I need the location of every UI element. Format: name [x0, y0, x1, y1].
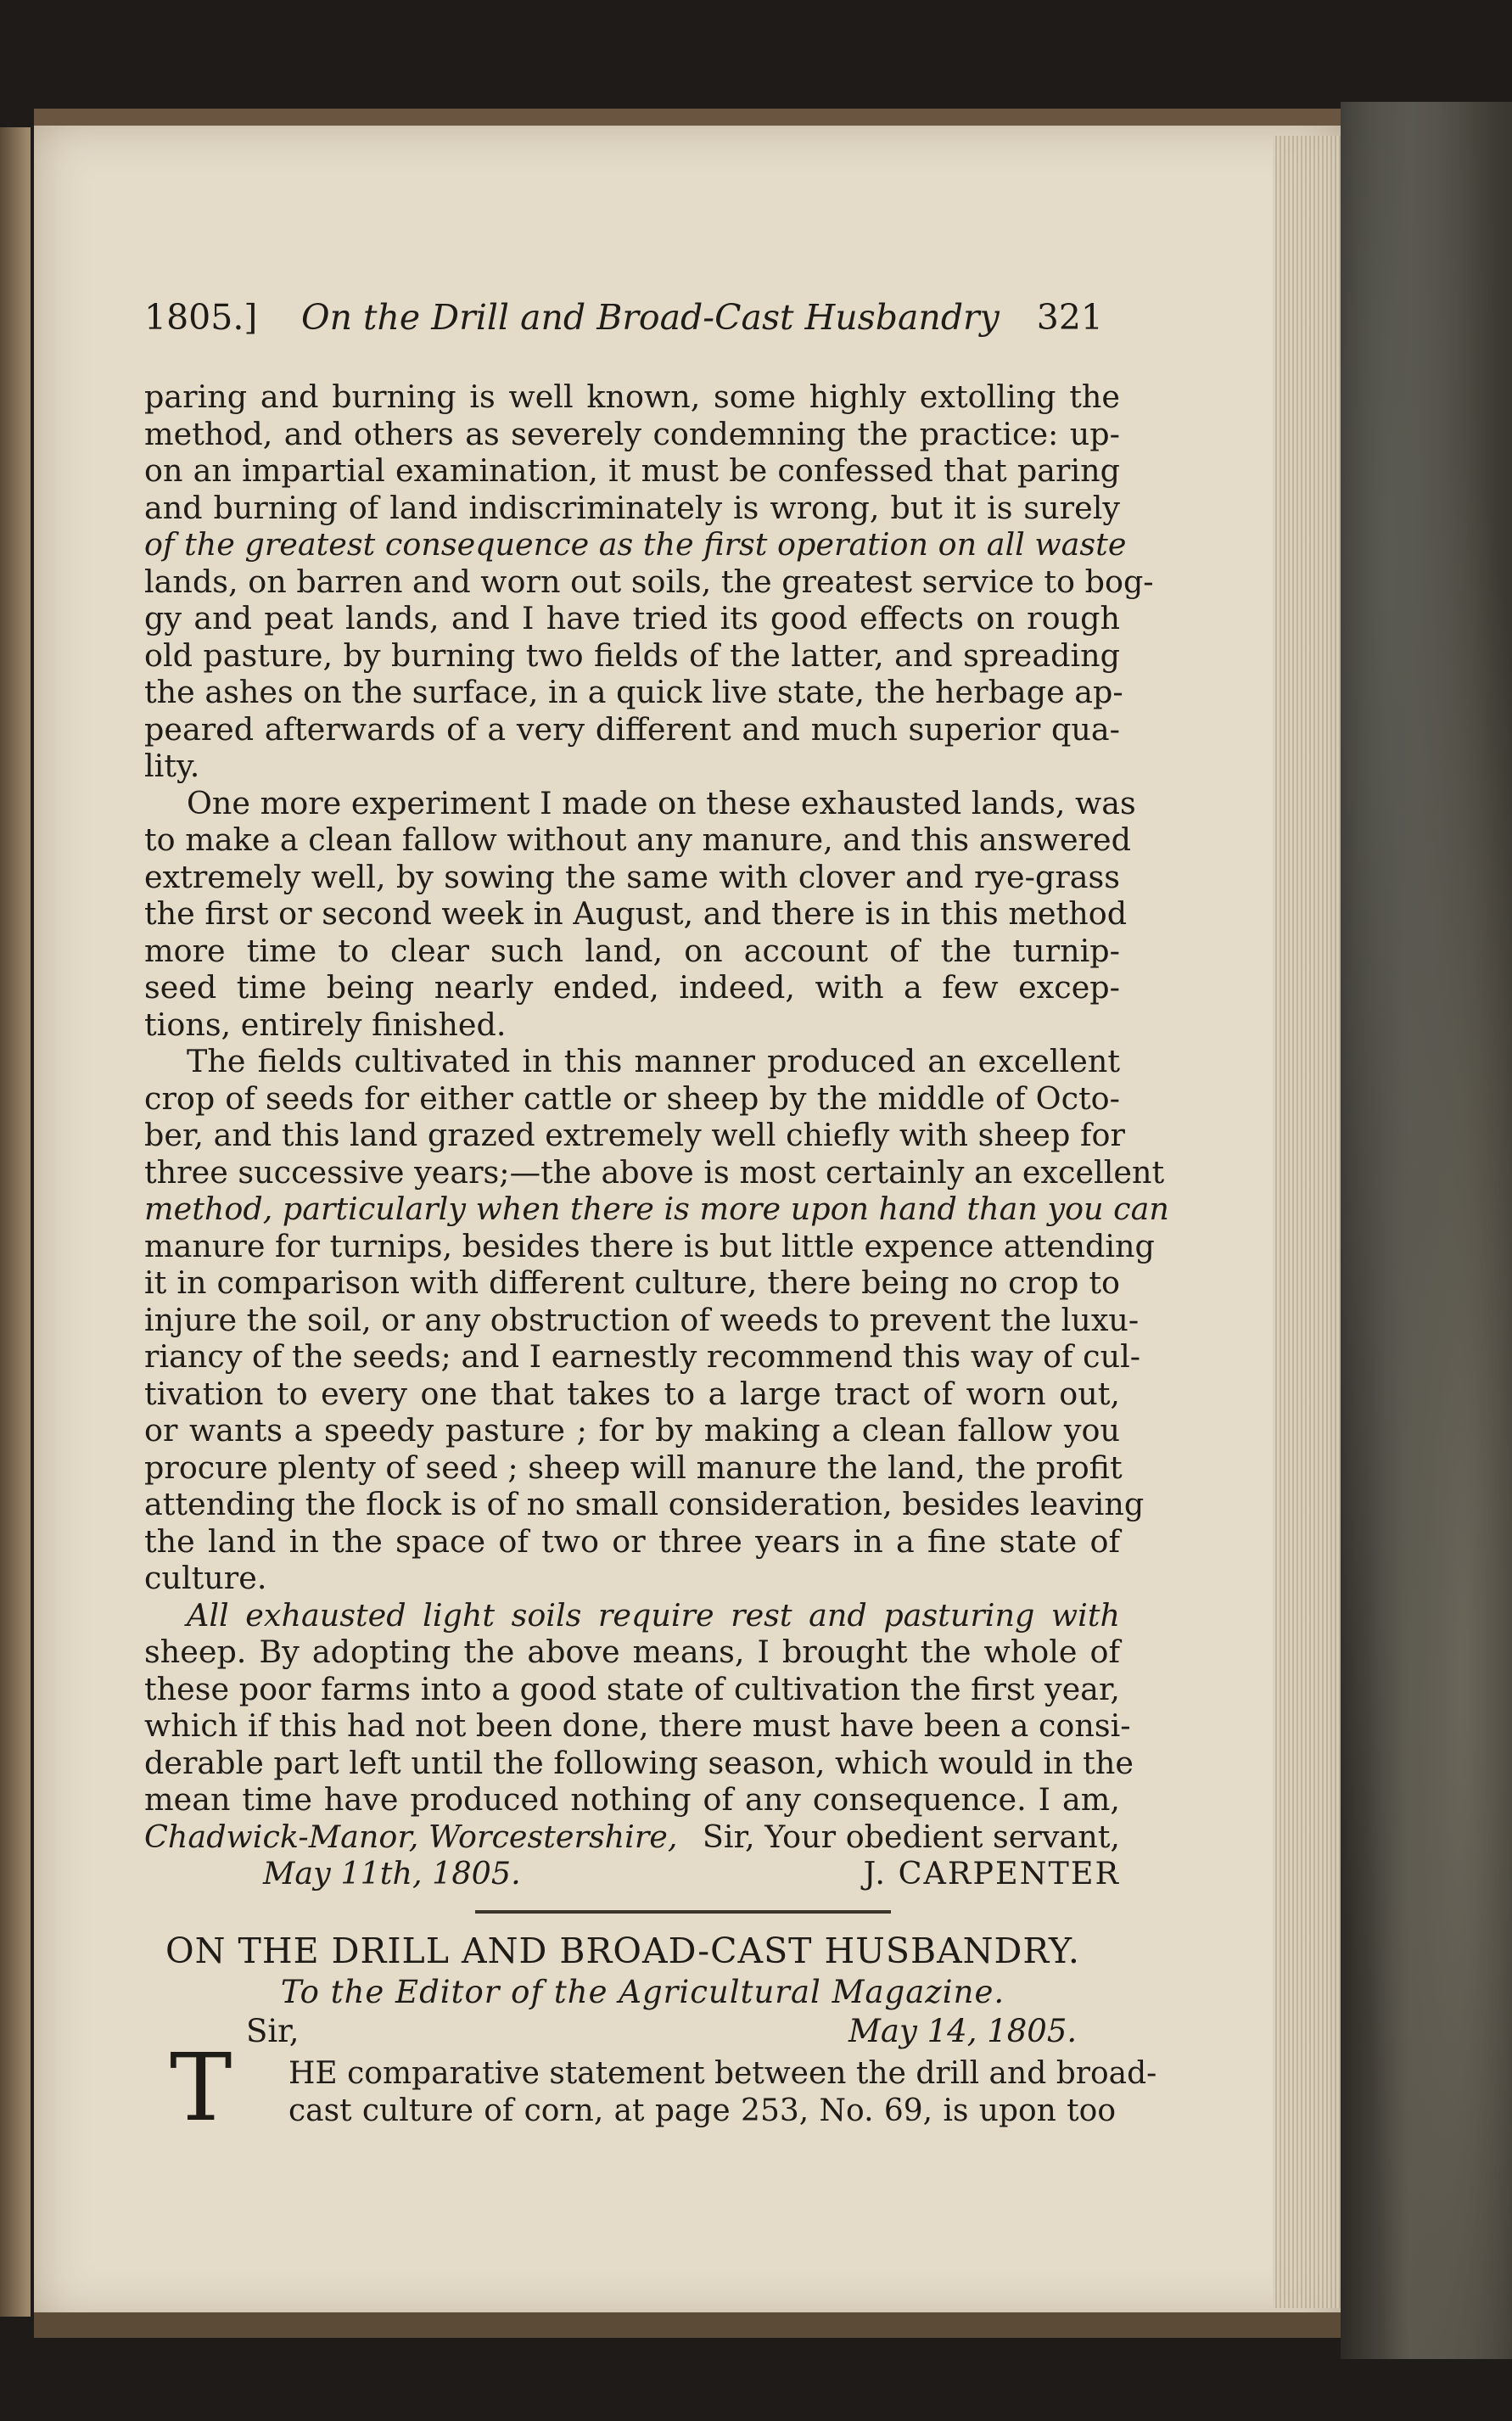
signature-row-2 [144, 1855, 1120, 1892]
text-line: peared afterwards of a very different and much superior qua- [144, 710, 1120, 748]
text-line: manure for turnips, besides there is but little expence attending [144, 1227, 1155, 1264]
text-line: derable part left until the following season, which would in the [144, 1744, 1134, 1781]
text-line: crop of seeds for either cattle or sheep by the middle of Octo- [144, 1079, 1120, 1117]
text-line: method, and others as severely condemning the practice: up- [144, 415, 1120, 452]
next-article-title: ON THE DRILL AND BROAD-CAST HUSBANDRY. [165, 1931, 1080, 1971]
marbled-binding [1341, 102, 1512, 2359]
text-line: mean time have produced nothing of any consequence. I am, [144, 1781, 1120, 1818]
text-line: seed time being nearly ended, indeed, with a few excep- [144, 969, 1120, 1006]
text-line: method, particularly when there is more upon hand than you can [144, 1191, 1169, 1227]
section-rule [475, 1910, 891, 1914]
text-line: procure plenty of seed ; sheep will manure the land, the profit [144, 1449, 1123, 1486]
text-line: of the greatest consequence as the first operation on all waste [144, 526, 1127, 563]
text-line: to make a clean fallow without any manure, and this answered [144, 821, 1131, 858]
text-line: lands, on barren and worn out soils, the greatest service to bog- [144, 563, 1154, 600]
text-line: All exhausted light soils require rest and pasturing with [187, 1596, 1120, 1634]
text-line: One more experiment I made on these exhausted lands, was [187, 784, 1136, 821]
text-line: injure the soil, or any obstruction of weeds to prevent the luxu- [144, 1301, 1140, 1338]
running-title: On the Drill and Broad-Cast Husbandry [301, 297, 1000, 338]
text-line: lity. [144, 748, 200, 784]
text-line: paring and burning is well known, some highly extolling the [144, 378, 1120, 415]
text-line: The fields cultivated in this manner produced an excellent [187, 1043, 1120, 1079]
letter-opening [288, 2055, 1157, 2129]
text-line: culture. [144, 1560, 267, 1596]
salutation: Sir, [246, 2013, 300, 2049]
text-line: the ashes on the surface, in a quick live state, the herbage ap- [144, 674, 1123, 710]
text-line: more time to clear such land, on account of the turnip- [144, 932, 1120, 969]
text-line: ber, and this land grazed extremely well chiefly with sheep for [144, 1117, 1125, 1153]
page-edges [1273, 136, 1341, 2308]
text-line: these poor farms into a good state of cultivation the first year, [144, 1670, 1120, 1707]
text-line: the land in the space of two or three years in a fine state of [144, 1522, 1120, 1560]
text-line: HE comparative statement between the drill and broad- [288, 2056, 1157, 2091]
text-line: which if this had not been done, there must have been a consi- [144, 1707, 1131, 1744]
text-line: extremely well, by sowing the same with clover and rye-grass [144, 858, 1120, 895]
signature-closing: Sir, Your obedient servant, [702, 1818, 1120, 1855]
text-line: tions, entirely finished. [144, 1006, 507, 1043]
article-body [144, 378, 1169, 1892]
page-number: 321 [1036, 297, 1103, 338]
text-line: and burning of land indiscriminately is wrong, but it is surely [144, 489, 1120, 526]
signature-date: May 11th, 1805. [263, 1855, 521, 1891]
text-line: gy and peat lands, and I have tried its good effects on rough [144, 600, 1120, 636]
text-line: on an impartial examination, it must be confessed that paring [144, 452, 1120, 489]
signature-author: J. CARPENTER [863, 1855, 1120, 1891]
drop-cap: T [170, 2033, 232, 2142]
header-year: 1805.] [144, 297, 258, 338]
text-line: tivation to every one that takes to a large tract of worn out, [144, 1375, 1120, 1412]
signature-row-1 [144, 1819, 1120, 1856]
text-line: cast culture of corn, at page 253, No. 69, is upon too [288, 2093, 1116, 2128]
text-line: the first or second week in August, and there is in this method [144, 895, 1128, 932]
text-line: three successive years;—the above is most certainly an excellent [144, 1153, 1165, 1191]
text-line: old pasture, by burning two fields of the latter, and spreading [144, 636, 1120, 674]
leaf-top-edge [34, 109, 1341, 126]
text-line: attending the flock is of no small consideration, besides leaving [144, 1486, 1145, 1522]
left-page-edge [0, 127, 31, 2317]
text-line: riancy of the seeds; and I earnestly recommend this way of cul- [144, 1338, 1141, 1375]
to-editor-line: To the Editor of the Agricultural Magazine. [280, 1974, 1005, 2010]
text-line: or wants a speedy pasture ; for by making a clean fallow you [144, 1412, 1120, 1449]
text-line: sheep. By adopting the above means, I brought the whole of [144, 1634, 1120, 1670]
signature-place: Chadwick-Manor, Worcestershire, [144, 1818, 678, 1855]
text-line: it in comparison with different culture, there being no crop to [144, 1264, 1120, 1301]
leaf-bottom-edge [34, 2312, 1341, 2338]
letter-date: May 14, 1805. [848, 2013, 1078, 2049]
running-header [144, 297, 1103, 356]
